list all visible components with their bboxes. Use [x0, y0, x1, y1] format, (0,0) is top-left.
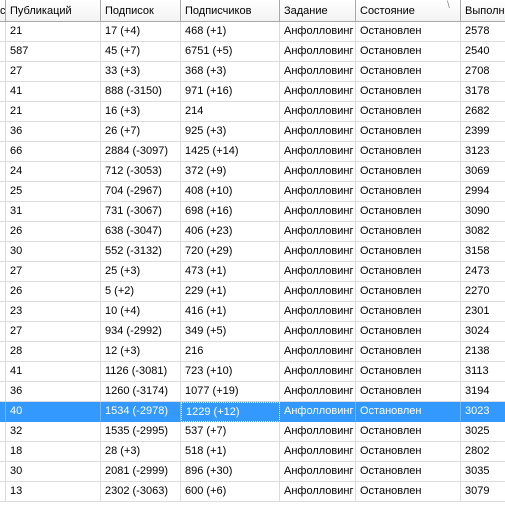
publications-cell: 36: [6, 122, 101, 142]
task-cell: Анфолловинг: [280, 442, 356, 462]
table-row[interactable]: [0, 462, 505, 482]
publications-cell: 24: [6, 162, 101, 182]
column-header-completed[interactable]: Выполн: [461, 0, 505, 22]
followers-cell: 723 (+10): [181, 362, 280, 382]
task-cell: Анфолловинг: [280, 162, 356, 182]
completed-cell: 2301: [461, 302, 505, 322]
completed-cell: 3079: [461, 482, 505, 502]
followers-cell: 518 (+1): [181, 442, 280, 462]
followers-cell: 416 (+1): [181, 302, 280, 322]
subscriptions-cell: 28 (+3): [101, 442, 181, 462]
completed-cell: 3090: [461, 202, 505, 222]
followers-cell: 408 (+10): [181, 182, 280, 202]
task-cell: Анфолловинг: [280, 182, 356, 202]
completed-cell: 3158: [461, 242, 505, 262]
table-row[interactable]: [0, 22, 505, 42]
subscriptions-cell: 45 (+7): [101, 42, 181, 62]
publications-cell: 26: [6, 282, 101, 302]
completed-cell: 2540: [461, 42, 505, 62]
publications-cell: 41: [6, 362, 101, 382]
publications-cell: 27: [6, 322, 101, 342]
state-cell: Остановлен: [356, 442, 461, 462]
table-row[interactable]: [0, 422, 505, 442]
column-header-publications[interactable]: Публикаций: [6, 0, 101, 22]
subscriptions-cell: 2081 (-2999): [101, 462, 181, 482]
completed-cell: 3035: [461, 462, 505, 482]
state-cell: Остановлен: [356, 202, 461, 222]
state-cell: Остановлен: [356, 162, 461, 182]
publications-cell: 21: [6, 102, 101, 122]
publications-cell: 587: [6, 42, 101, 62]
task-cell: Анфолловинг: [280, 142, 356, 162]
task-cell: Анфолловинг: [280, 362, 356, 382]
table-row[interactable]: [0, 362, 505, 382]
subscriptions-cell: 33 (+3): [101, 62, 181, 82]
publications-cell: 26: [6, 222, 101, 242]
state-cell: Остановлен: [356, 122, 461, 142]
state-cell: Остановлен: [356, 102, 461, 122]
followers-cell: 896 (+30): [181, 462, 280, 482]
state-cell: Остановлен: [356, 462, 461, 482]
followers-cell: 216: [181, 342, 280, 362]
subscriptions-cell: 731 (-3067): [101, 202, 181, 222]
completed-cell: 3178: [461, 82, 505, 102]
table-row[interactable]: [0, 222, 505, 242]
table-row[interactable]: [0, 102, 505, 122]
publications-cell: 30: [6, 462, 101, 482]
table-row[interactable]: [0, 242, 505, 262]
table-row[interactable]: [0, 282, 505, 302]
followers-cell: 698 (+16): [181, 202, 280, 222]
state-cell: Остановлен: [356, 262, 461, 282]
table-row[interactable]: [0, 182, 505, 202]
table-row[interactable]: [0, 202, 505, 222]
followers-cell: 720 (+29): [181, 242, 280, 262]
task-cell: Анфолловинг: [280, 422, 356, 442]
followers-cell: 1425 (+14): [181, 142, 280, 162]
followers-cell: 6751 (+5): [181, 42, 280, 62]
sort-indicator-icon: \: [447, 0, 450, 11]
state-cell: Остановлен: [356, 222, 461, 242]
subscriptions-cell: 638 (-3047): [101, 222, 181, 242]
completed-cell: 2682: [461, 102, 505, 122]
task-cell: Анфолловинг: [280, 302, 356, 322]
followers-cell: 1229 (+12): [181, 402, 280, 422]
state-cell: Остановлен: [356, 62, 461, 82]
state-cell: Остановлен: [356, 382, 461, 402]
publications-cell: 21: [6, 22, 101, 42]
publications-cell: 66: [6, 142, 101, 162]
state-cell: Остановлен: [356, 142, 461, 162]
task-cell: Анфолловинг: [280, 82, 356, 102]
completed-cell: 2473: [461, 262, 505, 282]
grid-header: [0, 0, 505, 22]
column-header-status[interactable]: с: [0, 0, 6, 22]
task-cell: Анфолловинг: [280, 322, 356, 342]
followers-cell: 214: [181, 102, 280, 122]
publications-cell: 23: [6, 302, 101, 322]
completed-cell: 2708: [461, 62, 505, 82]
completed-cell: 3024: [461, 322, 505, 342]
subscriptions-cell: 25 (+3): [101, 262, 181, 282]
subscriptions-cell: 17 (+4): [101, 22, 181, 42]
table-row[interactable]: [0, 142, 505, 162]
completed-cell: 2578: [461, 22, 505, 42]
task-cell: Анфолловинг: [280, 62, 356, 82]
table-row[interactable]: [0, 302, 505, 322]
publications-cell: 28: [6, 342, 101, 362]
subscriptions-cell: 552 (-3132): [101, 242, 181, 262]
state-cell: Остановлен: [356, 282, 461, 302]
completed-cell: 2802: [461, 442, 505, 462]
table-row[interactable]: [0, 442, 505, 462]
state-cell: Остановлен: [356, 42, 461, 62]
followers-cell: 349 (+5): [181, 322, 280, 342]
completed-cell: 3123: [461, 142, 505, 162]
completed-cell: 3082: [461, 222, 505, 242]
completed-cell: 2270: [461, 282, 505, 302]
subscriptions-cell: 5 (+2): [101, 282, 181, 302]
state-cell: Остановлен: [356, 22, 461, 42]
table-row[interactable]: [0, 382, 505, 402]
publications-cell: 36: [6, 382, 101, 402]
followers-cell: 473 (+1): [181, 262, 280, 282]
table-row[interactable]: [0, 342, 505, 362]
task-cell: Анфолловинг: [280, 402, 356, 422]
followers-cell: 468 (+1): [181, 22, 280, 42]
table-row[interactable]: [0, 262, 505, 282]
subscriptions-cell: 2302 (-3063): [101, 482, 181, 502]
completed-cell: 3194: [461, 382, 505, 402]
subscriptions-cell: 1534 (-2978): [101, 402, 181, 422]
state-cell: Остановлен: [356, 342, 461, 362]
table-row[interactable]: [0, 162, 505, 182]
subscriptions-cell: 26 (+7): [101, 122, 181, 142]
task-cell: Анфолловинг: [280, 222, 356, 242]
table-row-selected[interactable]: [0, 402, 505, 422]
subscriptions-cell: 1535 (-2995): [101, 422, 181, 442]
subscriptions-cell: 888 (-3150): [101, 82, 181, 102]
followers-cell: 925 (+3): [181, 122, 280, 142]
column-header-task[interactable]: Задание: [280, 0, 356, 22]
completed-cell: 2399: [461, 122, 505, 142]
task-cell: Анфолловинг: [280, 482, 356, 502]
table-row[interactable]: [0, 82, 505, 102]
publications-cell: 41: [6, 82, 101, 102]
completed-cell: 2138: [461, 342, 505, 362]
subscriptions-cell: 2884 (-3097): [101, 142, 181, 162]
followers-cell: 368 (+3): [181, 62, 280, 82]
column-header-subscriptions[interactable]: Подписок: [101, 0, 181, 22]
state-cell: Остановлен: [356, 182, 461, 202]
subscriptions-cell: 16 (+3): [101, 102, 181, 122]
subscriptions-cell: 1126 (-3081): [101, 362, 181, 382]
task-cell: Анфолловинг: [280, 342, 356, 362]
state-cell: Остановлен: [356, 422, 461, 442]
table-row[interactable]: [0, 482, 505, 502]
followers-cell: 372 (+9): [181, 162, 280, 182]
publications-cell: 13: [6, 482, 101, 502]
state-cell: Остановлен: [356, 402, 461, 422]
state-cell: Остановлен: [356, 302, 461, 322]
table-row[interactable]: [0, 122, 505, 142]
task-cell: Анфолловинг: [280, 242, 356, 262]
publications-cell: 27: [6, 262, 101, 282]
task-cell: Анфолловинг: [280, 202, 356, 222]
completed-cell: 3025: [461, 422, 505, 442]
task-cell: Анфолловинг: [280, 42, 356, 62]
publications-cell: 27: [6, 62, 101, 82]
publications-cell: 32: [6, 422, 101, 442]
publications-cell: 30: [6, 242, 101, 262]
subscriptions-cell: 12 (+3): [101, 342, 181, 362]
task-cell: Анфолловинг: [280, 262, 356, 282]
publications-cell: 25: [6, 182, 101, 202]
subscriptions-cell: 712 (-3053): [101, 162, 181, 182]
completed-cell: 3113: [461, 362, 505, 382]
table-row[interactable]: [0, 42, 505, 62]
publications-cell: 18: [6, 442, 101, 462]
task-cell: Анфолловинг: [280, 102, 356, 122]
task-cell: Анфолловинг: [280, 122, 356, 142]
state-cell: Остановлен: [356, 482, 461, 502]
publications-cell: 40: [6, 402, 101, 422]
subscriptions-cell: 704 (-2967): [101, 182, 181, 202]
followers-cell: 600 (+6): [181, 482, 280, 502]
state-cell: Остановлен: [356, 82, 461, 102]
followers-cell: 971 (+16): [181, 82, 280, 102]
subscriptions-cell: 934 (-2992): [101, 322, 181, 342]
completed-cell: 3023: [461, 402, 505, 422]
subscriptions-cell: 1260 (-3174): [101, 382, 181, 402]
task-cell: Анфолловинг: [280, 282, 356, 302]
table-row[interactable]: [0, 62, 505, 82]
column-header-state[interactable]: Состояние: [356, 0, 461, 22]
completed-cell: 2994: [461, 182, 505, 202]
state-cell: Остановлен: [356, 242, 461, 262]
task-cell: Анфолловинг: [280, 382, 356, 402]
followers-cell: 1077 (+19): [181, 382, 280, 402]
followers-cell: 229 (+1): [181, 282, 280, 302]
table-row[interactable]: [0, 322, 505, 342]
subscriptions-cell: 10 (+4): [101, 302, 181, 322]
task-cell: Анфолловинг: [280, 462, 356, 482]
state-cell: Остановлен: [356, 362, 461, 382]
publications-cell: 31: [6, 202, 101, 222]
followers-cell: 406 (+23): [181, 222, 280, 242]
followers-cell: 537 (+7): [181, 422, 280, 442]
task-cell: Анфолловинг: [280, 22, 356, 42]
column-header-followers[interactable]: Подписчиков: [181, 0, 280, 22]
completed-cell: 3069: [461, 162, 505, 182]
state-cell: Остановлен: [356, 322, 461, 342]
